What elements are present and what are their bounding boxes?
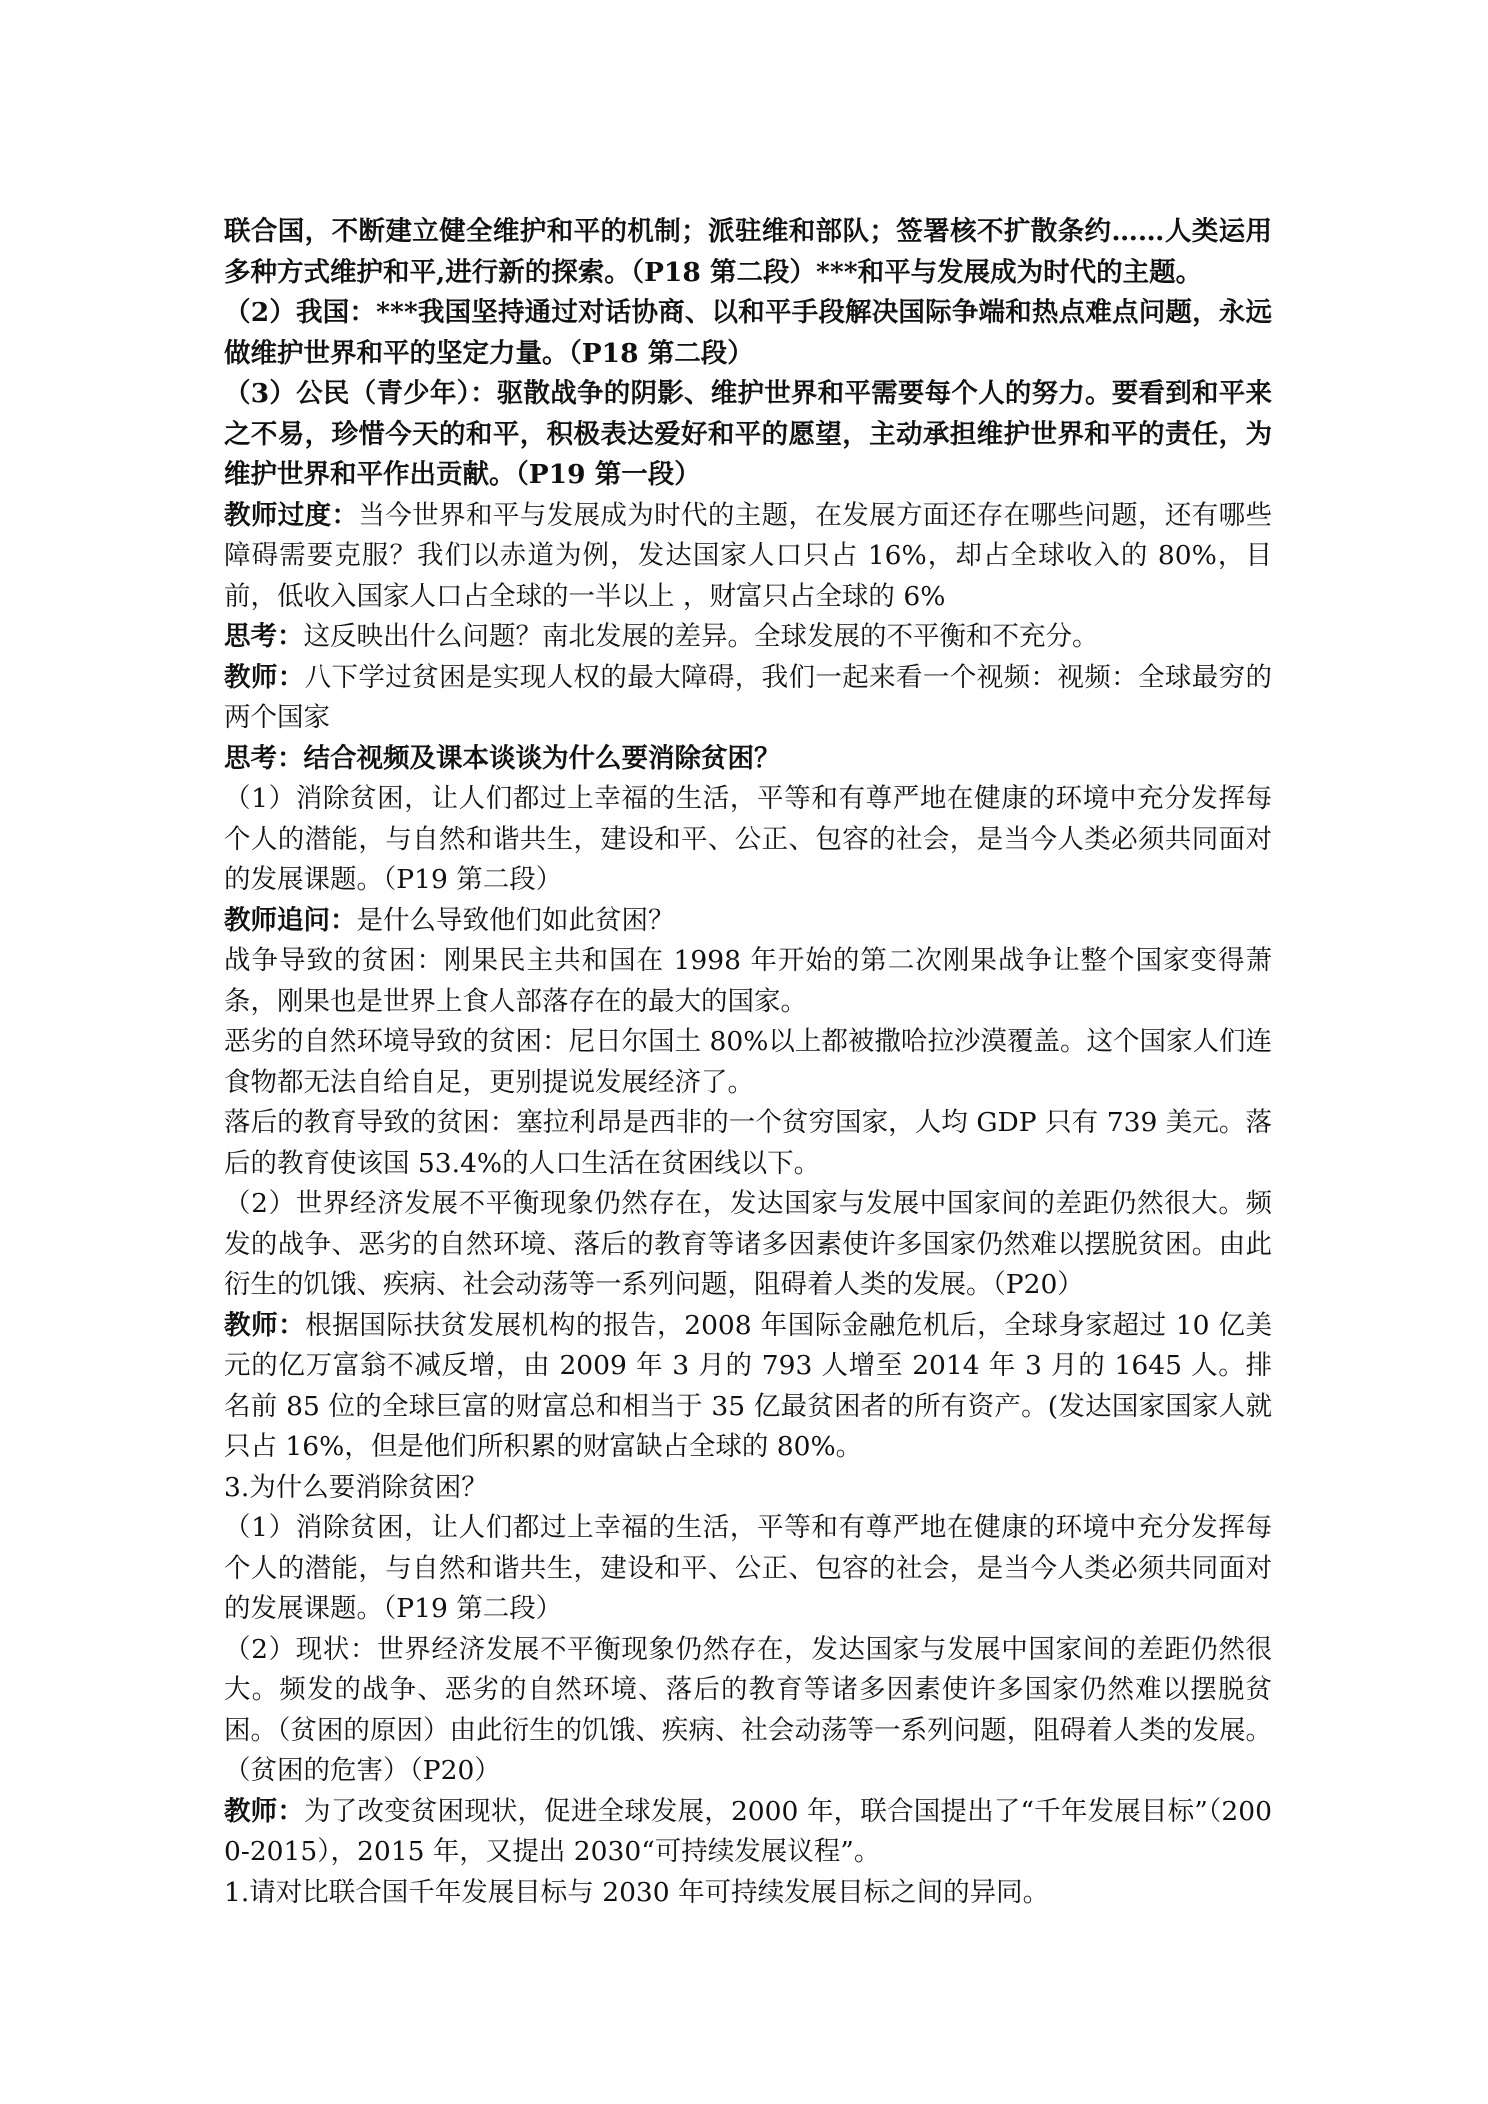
paragraph-text: 根据国际扶贫发展机构的报告，2008 年国际金融危机后，全球身家超过 10 亿美元的亿万富翁不减反增，由 2009 年 3 月的 793 人增至 2014 年 3 月的 1645 人。排名前 85 位的全球巨富的财富总和相当于 35 亿最贫困者的所有资产。(发达国家国家人就只占 16%，但是他们所积累的财富缺占全球的 80%。 [224,1309,1272,1462]
paragraph-status-quo [224,1630,1272,1792]
paragraph-eliminate-poverty-2 [224,1508,1272,1630]
paragraph-un-peace [224,212,1272,293]
paragraph-teacher-mdg [224,1792,1272,1873]
paragraph-text: 战争导致的贫困：刚果民主共和国在 1998 年开始的第二次刚果战争让整个国家变得萧条，刚果也是世界上食人部落存在的最大的国家。 [224,945,1272,1017]
paragraph-text: （2）现状：世界经济发展不平衡现象仍然存在，发达国家与发展中国家间的差距仍然很大。频发的战争、恶劣的自然环境、落后的教育等诸多因素使许多国家仍然难以摆脱贫困。（贫困的原因）由此衍生的饥饿、疾病、社会动荡等一系列问题，阻碍着人类的发展。（贫困的危害）（P20） [224,1633,1272,1786]
paragraph-citizen-peace [224,374,1272,496]
paragraph-china-peace [224,293,1272,374]
paragraph-text: （1）消除贫困，让人们都过上幸福的生活，平等和有尊严地在健康的环境中充分发挥每个人的潜能，与自然和谐共生，建设和平、公正、包容的社会，是当今人类必须共同面对的发展课题。（P19 第二段） [224,1512,1272,1624]
speaker-label: 思考： [224,621,304,652]
paragraph-text: 当今世界和平与发展成为时代的主题，在发展方面还存在哪些问题，还有哪些障碍需要克服？我们以赤道为例，发达国家人口只占 16%，却占全球收入的 80%，目前，低收入国家人口占全球的一半以上 ，财富只占全球的 6% [224,499,1273,612]
paragraph-text: 恶劣的自然环境导致的贫困：尼日尔国土 80%以上都被撒哈拉沙漠覆盖。这个国家人们连食物都无法自给自足，更别提说发展经济了。 [224,1026,1272,1098]
speaker-label: 教师追问： [224,904,357,936]
paragraph-eliminate-poverty-1 [224,779,1272,901]
paragraph-text: 1.请对比联合国千年发展目标与 2030 年可持续发展目标之间的异同。 [224,1876,1050,1908]
paragraph-compare-goals [224,1873,1272,1914]
paragraph-text: 八下学过贫困是实现人权的最大障碍，我们一起来看一个视频：视频：全球最穷的两个国家 [224,661,1273,733]
paragraph-text: （3）公民（青少年）：驱散战争的阴影、维护世界和平需要每个人的努力。要看到和平来之不易，珍惜今天的和平，积极表达爱好和平的愿望，主动承担维护世界和平的责任，为维护世界和平作出贡献。（P19 第一段） [224,378,1272,490]
paragraph-think-north-south [224,617,1272,658]
paragraph-teacher-transition [224,496,1272,618]
paragraph-education-poverty [224,1103,1272,1184]
speaker-label: 教师： [224,1795,305,1827]
paragraph-think-poverty [224,739,1272,780]
paragraph-text: （1）消除贫困，让人们都过上幸福的生活，平等和有尊严地在健康的环境中充分发挥每个人的潜能，与自然和谐共生，建设和平、公正、包容的社会，是当今人类必须共同面对的发展课题。（P19 第二段） [224,783,1272,895]
paragraph-text: 这反映出什么问题？南北发展的差异。全球发展的不平衡和不充分。 [303,621,1099,652]
paragraph-text: 3.为什么要消除贫困？ [224,1471,488,1503]
paragraph-text: 联合国，不断建立健全维护和平的机制；派驻维和部队；签署核不扩散条约……人类运用多种方式维护和平,进行新的探索。（P18 第二段）***和平与发展成为时代的主题。 [224,216,1272,288]
speaker-label: 教师： [224,1309,306,1341]
paragraph-imbalance [224,1184,1272,1306]
paragraph-teacher-video [224,658,1272,739]
paragraph-text: 为了改变贫困现状，促进全球发展，2000 年，联合国提出了“千年发展目标”（2000-2015），2015 年，又提出 2030“可持续发展议程”。 [224,1795,1272,1867]
paragraph-text: 思考：结合视频及课本谈谈为什么要消除贫困？ [224,742,781,774]
paragraph-heading-why-eliminate [224,1468,1272,1509]
paragraph-environment-poverty [224,1022,1272,1103]
speaker-label: 教师： [224,661,305,693]
paragraph-text: （2）我国：***我国坚持通过对话协商、以和平手段解决国际争端和热点难点问题，永远做维护世界和平的坚定力量。（P18 第二段） [224,297,1272,369]
paragraph-text: 落后的教育导致的贫困：塞拉利昂是西非的一个贫穷国家，人均 GDP 只有 739 美元。落后的教育使该国 53.4%的人口生活在贫困线以下。 [224,1107,1272,1179]
document-body [224,212,1272,1913]
paragraph-text: 是什么导致他们如此贫困？ [356,904,675,936]
paragraph-teacher-billionaires [224,1306,1272,1468]
paragraph-text: （2）世界经济发展不平衡现象仍然存在，发达国家与发展中国家间的差距仍然很大。频发的战争、恶劣的自然环境、落后的教育等诸多因素使许多国家仍然难以摆脱贫困。由此衍生的饥饿、疾病、社会动荡等一系列问题，阻碍着人类的发展。（P20） [224,1188,1272,1300]
paragraph-teacher-followup [224,901,1272,942]
speaker-label: 教师过度： [224,499,359,531]
paragraph-war-poverty [224,941,1272,1022]
